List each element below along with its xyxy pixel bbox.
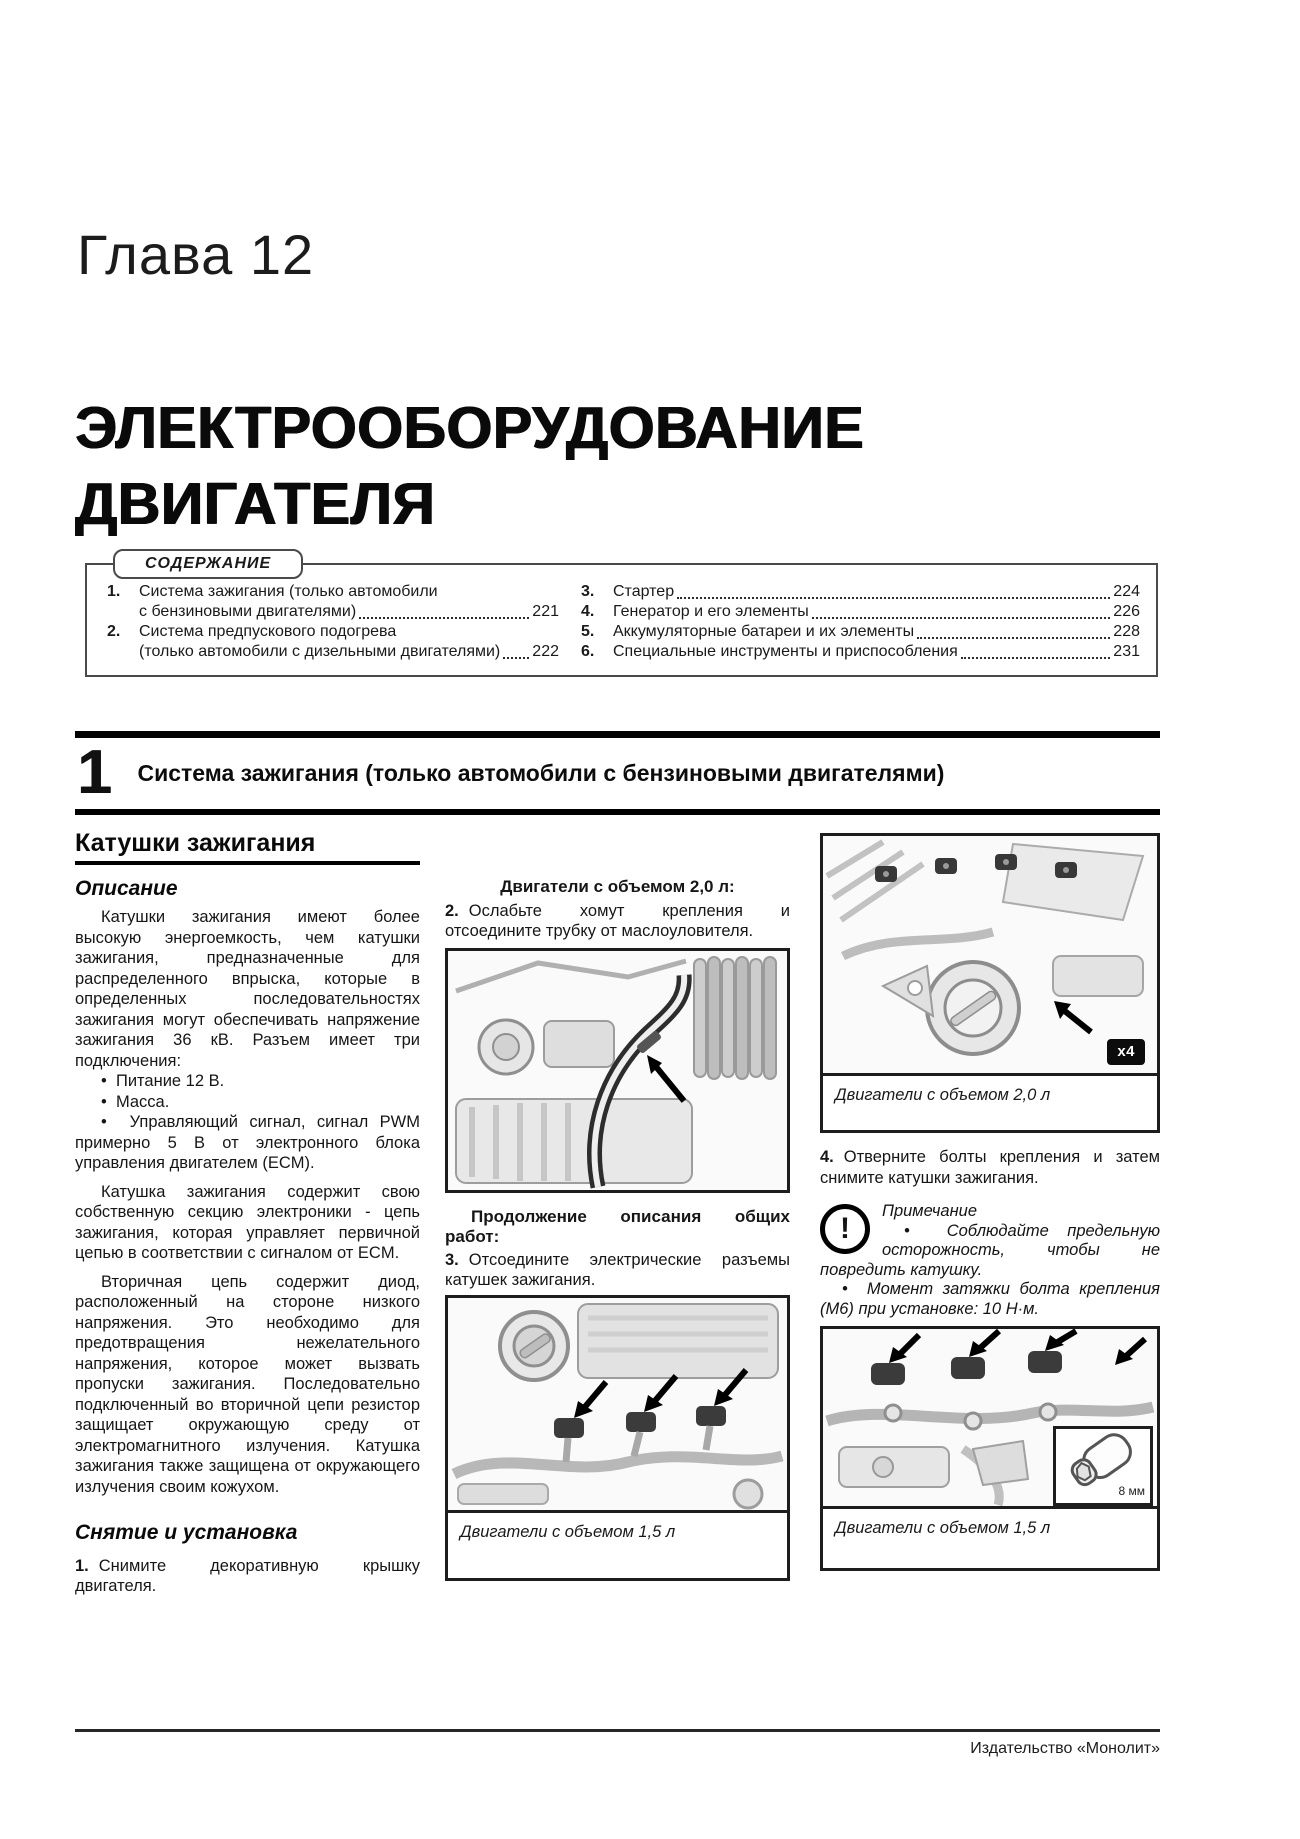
section-number: 1: [77, 738, 112, 807]
figure-engine-1-5-coils: [445, 1295, 790, 1581]
toc-entry-5: [581, 622, 1140, 642]
toc-page-number: 222: [532, 643, 559, 660]
note-item: • Момент затяжки болта крепления (М6) при установке: 10 Н·м.: [820, 1280, 1160, 1319]
table-of-contents: [85, 555, 1158, 677]
figure-caption: Двигатели с объемом 1,5 л: [448, 1510, 787, 1578]
figure-engine-2-0-hose: [445, 948, 790, 1193]
bullet-item: • Масса.: [75, 1092, 420, 1113]
toc-entry-number: 6.: [581, 643, 595, 660]
publisher-text: Издательство «Монолит»: [970, 1740, 1160, 1757]
step-3: [445, 1250, 790, 1291]
toc-entry-text: с бензиновыми двигателями): [139, 603, 357, 620]
x4-quantity-badge: x4: [1107, 1039, 1145, 1066]
section-title: Система зажигания (только автомобили с бензиновыми двигателями): [137, 759, 945, 786]
engine-drawing-icon: [448, 951, 787, 1190]
step-number: 4.: [820, 1148, 834, 1166]
toc-entry-1: [107, 582, 559, 622]
page-title-line2: ДВИГАТЕЛЯ: [75, 471, 436, 537]
toc-entry-4: [581, 602, 1140, 622]
note-item: • Соблюдайте предельную осторожность, чтобы не повредить катушку.: [820, 1222, 1160, 1281]
toc-page-number: 226: [1113, 603, 1140, 620]
section-header: [75, 731, 1160, 815]
engines-2-0-heading: Двигатели с объемом 2,0 л:: [500, 877, 735, 896]
page-title: [75, 390, 864, 542]
step-1: [75, 1556, 420, 1597]
toc-entry-number: 4.: [581, 603, 595, 620]
bullet-item: • Управляющий сигнал, сигнал PWM примерно 5 В от электронного блока управления двигателем (ECM).: [75, 1112, 420, 1174]
description-heading: Описание: [75, 876, 178, 900]
note-block: [820, 1201, 1160, 1319]
toc-entry-text: Специальные инструменты и приспособления: [613, 643, 958, 660]
engine-drawing-icon: [823, 836, 1157, 1073]
subsection-heading: Катушки зажигания: [75, 833, 420, 865]
step-text: Отверните болты крепления и затем снимите катушки зажигания.: [820, 1148, 1160, 1187]
toc-entry-text: Система предпускового подогрева: [139, 623, 397, 640]
toc-entry-number: 5.: [581, 623, 595, 640]
step-4: [820, 1147, 1160, 1188]
toc-entry-number: 2.: [107, 623, 121, 640]
toc-label: СОДЕРЖАНИЕ: [113, 549, 303, 579]
step-number: 1.: [75, 1556, 89, 1575]
toc-page-number: 221: [532, 603, 559, 620]
toc-entry-6: [581, 642, 1140, 662]
step-text: Ослабьте хомут крепления и отсоедините трубку от маслоуловителя.: [445, 901, 790, 940]
figure-engine-1-5-bolts: [820, 1326, 1160, 1571]
note-title: Примечание: [882, 1202, 978, 1220]
toc-leader-dots: [359, 604, 529, 619]
column-right: [820, 833, 1160, 1571]
toc-entry-text: (только автомобили с дизельными двигателями): [139, 643, 501, 660]
step-number: 3.: [445, 1250, 459, 1269]
page-title-line1: ЭЛЕКТРООБОРУДОВАНИЕ: [75, 395, 865, 461]
toc-leader-dots: [961, 644, 1111, 659]
toc-columns: [87, 565, 1156, 662]
toc-entry-text: Аккумуляторные батареи и их элементы: [613, 623, 915, 640]
toc-page-number: 231: [1113, 643, 1140, 660]
warning-icon: !: [820, 1204, 870, 1254]
paragraph: Катушки зажигания имеют более высокую энергоемкость, чем катушки зажигания, предназначенные для распределенного впрыска, которые в определенных последовательностях зажигания могут обеспечивать напряжение зажигания 36 кВ. Разъем имеет три подключения:: [75, 908, 420, 1070]
toc-page-number: 228: [1113, 623, 1140, 640]
toc-entry-text: Стартер: [613, 583, 675, 600]
column-left: [75, 829, 420, 1597]
toc-page-number: 224: [1113, 583, 1140, 600]
figure-engine-2-0-top: [820, 833, 1160, 1133]
step-2: [445, 901, 790, 942]
toc-column-right: [581, 582, 1140, 662]
page-footer: [75, 1729, 1160, 1758]
toc-leader-dots: [677, 584, 1110, 599]
chapter-heading: Глава 12: [77, 223, 315, 286]
socket-inset: [1053, 1426, 1153, 1506]
step-text: Снимите декоративную крышку двигателя.: [75, 1556, 420, 1595]
toc-entry-text: Система зажигания (только автомобили: [139, 583, 438, 600]
toc-entry-text: Генератор и его элементы: [613, 603, 809, 620]
toc-leader-dots: [503, 644, 529, 659]
removal-heading: Снятие и установка: [75, 1521, 298, 1544]
column-middle: [445, 833, 790, 1581]
toc-entry-number: 1.: [107, 583, 121, 600]
figure-caption: Двигатели с объемом 2,0 л: [823, 1073, 1157, 1130]
step-text: Отсоедините электрические разъемы катушек зажигания.: [445, 1250, 790, 1289]
toc-leader-dots: [812, 604, 1111, 619]
toc-entry-2: [107, 622, 559, 662]
socket-size-label: 8 мм: [1118, 1483, 1145, 1498]
toc-entry-number: 3.: [581, 583, 595, 600]
continue-heading: Продолжение описания общих работ:: [445, 1206, 790, 1246]
toc-column-left: [107, 582, 559, 662]
paragraph: Вторичная цепь содержит диод, расположенный на стороне низкого напряжения. Это необходимо для предотвращения нежелательного напряжения, которое может вызвать пропуски зажигания. Последовательно подключенный во вторичной цепи резистор защищает окружающую среду от электромагнитного излучения. Катушка зажигания также защищена от окружающего излучения своим кожухом.: [75, 1272, 420, 1496]
bullet-item: • Питание 12 В.: [75, 1071, 420, 1092]
socket-icon: [1056, 1429, 1150, 1487]
toc-entry-3: [581, 582, 1140, 602]
figure-caption: Двигатели с объемом 1,5 л: [823, 1506, 1157, 1568]
engine-drawing-icon: [448, 1298, 787, 1510]
paragraph: Катушка зажигания содержит свою собственную секцию электроники - цепь зажигания, которая управляет первичной цепью в соответствии с сигналом от ECM.: [75, 1182, 420, 1262]
toc-leader-dots: [917, 624, 1110, 639]
step-number: 2.: [445, 901, 459, 920]
